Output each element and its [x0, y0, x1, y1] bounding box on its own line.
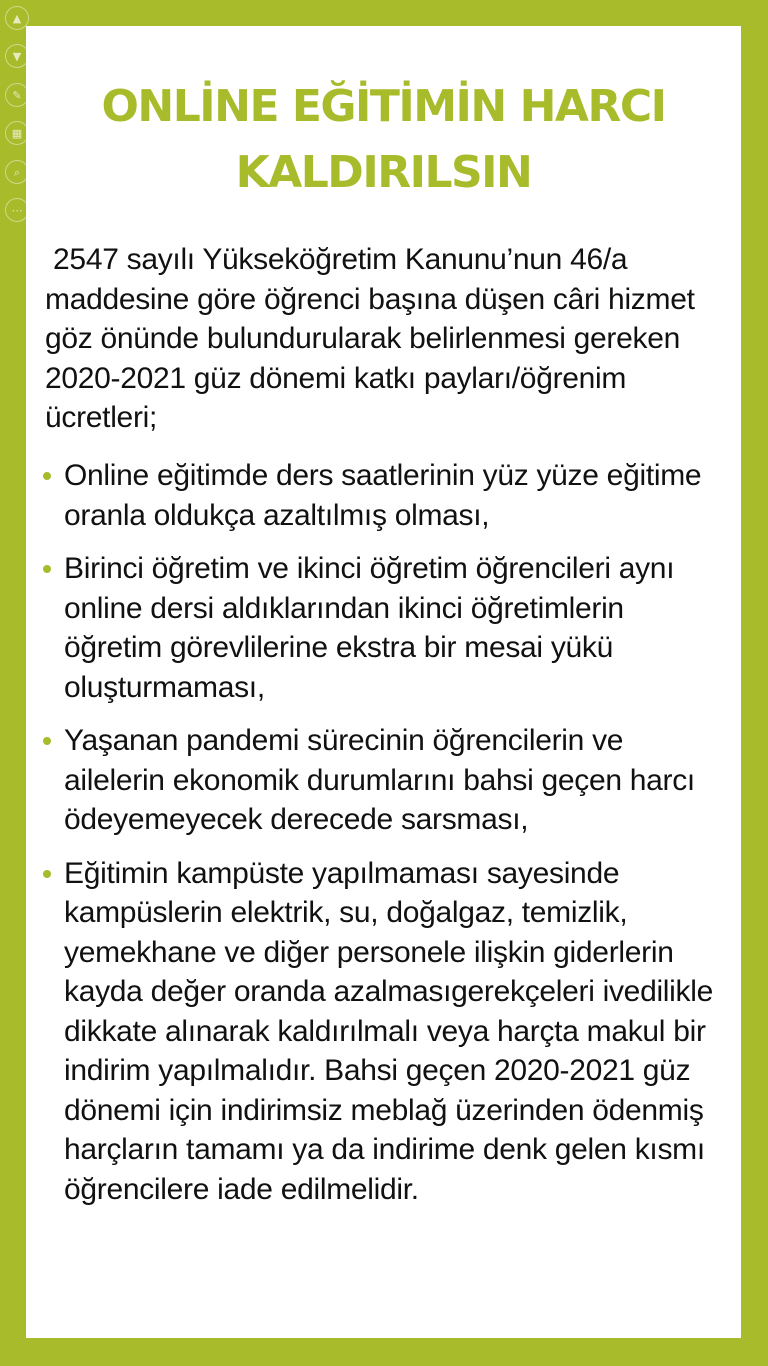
bullet-text: Eğitimin kampüste yapılmaması sayesinde kampüslerin elektrik, su, doğalgaz, temizlik, yemekhane ve diğer personele ilişkin giderlerin kayda değer oranda azalmasıgerekçeleri ivedilikle dikkate alınarak kaldırılmalı veya harçta makul bir indirim yapılmalıdır. Bahsi geçen 2020-2021 güz dönemi için indirimsiz meblağ üzerinden ödenmiş harçların tamamı ya da indirime denk gelen kısmı öğrencilere iade edilmelidir.	[64, 856, 713, 1206]
arrow-down-icon[interactable]: ▼	[5, 44, 29, 68]
slides-icon[interactable]: ▦	[5, 121, 29, 145]
pen-icon[interactable]: ✎	[5, 83, 29, 107]
title-line-2: KALDIRILSIN	[235, 147, 532, 198]
title-line-1: ONLİNE EĞİTİMİN HARCI	[101, 81, 666, 132]
bullet-dot-icon	[43, 472, 51, 480]
list-item	[26, 721, 714, 840]
bullet-text: Birinci öğretim ve ikinci öğretim öğrencileri aynı online dersi aldıklarından ikinci öğretimlerin öğretim görevlilerine ekstra bir mesai yükü oluşturmaması,	[64, 552, 675, 704]
bullet-text: Yaşanan pandemi sürecinin öğrencilerin ve ailelerin ekonomik durumlarını bahsi geçen harcı ödeyemeyecek derecede sarsması,	[64, 724, 695, 836]
slide-panel	[26, 26, 741, 1338]
bullet-dot-icon	[43, 870, 51, 878]
arrow-up-icon[interactable]: ▲	[5, 6, 29, 30]
bullet-dot-icon	[43, 565, 51, 573]
more-icon[interactable]: ⋯	[5, 198, 29, 222]
list-item	[26, 549, 714, 707]
intro-paragraph: 2547 sayılı Yükseköğretim Kanunu’nun 46/a maddesine göre öğrenci başına düşen câri hizmet göz önünde bulundurularak belirlenmesi gereken 2020-2021 güz dönemi katkı payları/öğrenim ücretleri;	[45, 243, 703, 434]
zoom-icon[interactable]: ⌕	[5, 160, 29, 184]
bullet-list	[26, 456, 741, 1223]
page-title	[26, 74, 741, 206]
list-item	[26, 456, 714, 535]
bullet-text: Online eğitimde ders saatlerinin yüz yüze eğitime oranla oldukça azaltılmış olması,	[64, 459, 702, 532]
bullet-dot-icon	[43, 737, 51, 745]
list-item	[26, 854, 714, 1210]
